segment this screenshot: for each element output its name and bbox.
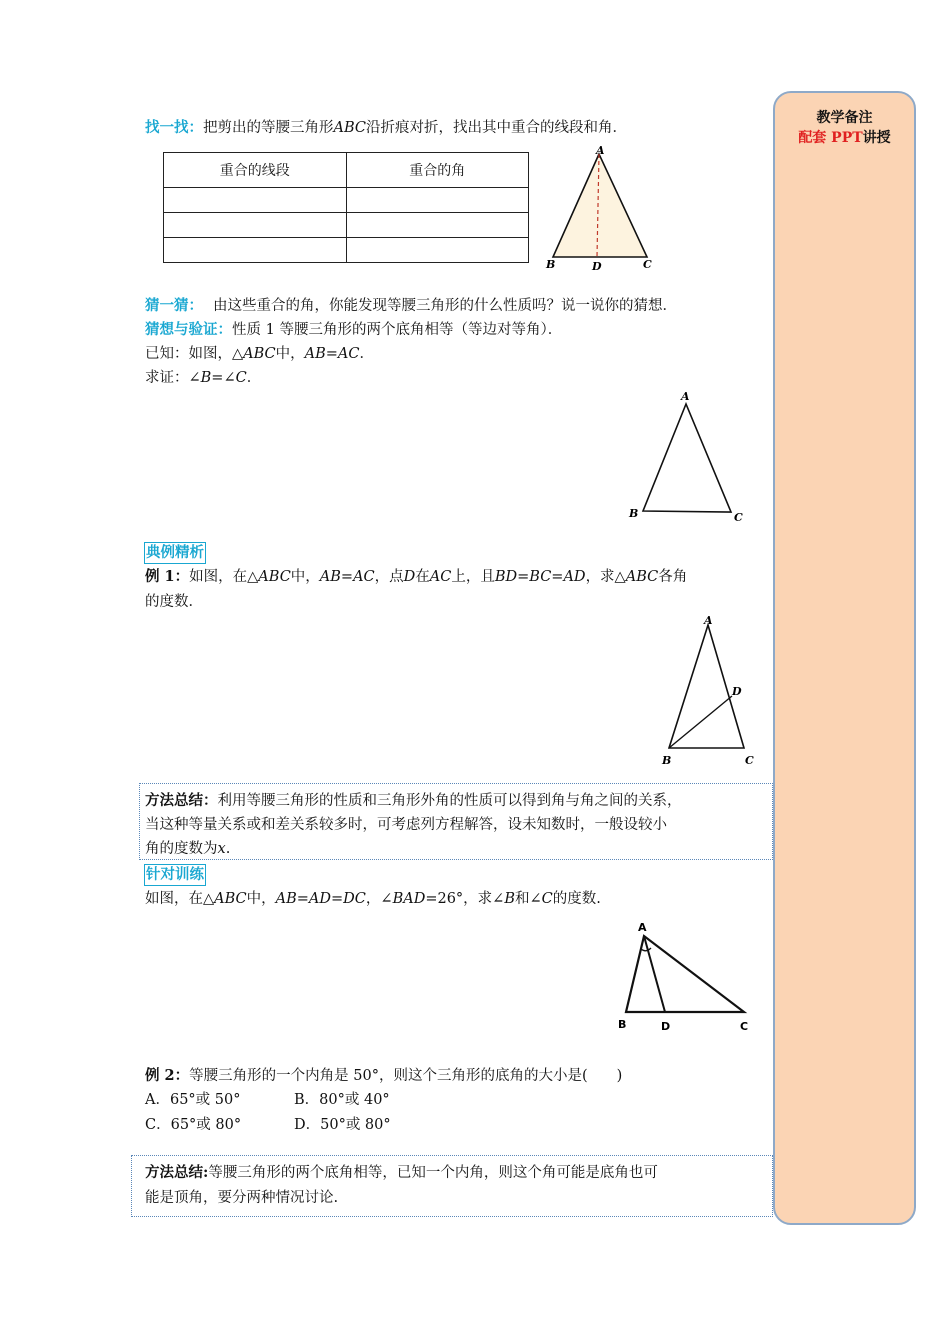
figure-practice [612, 914, 762, 1036]
label-d: D [732, 685, 742, 698]
section-heading-examples: 典例精析 [144, 542, 206, 564]
example2-line: 例 2：等腰三角形的一个内角是 50°，则这个三角形的底角的大小是( ) [145, 1067, 623, 1084]
method1-line2: 当这种等量关系或和差关系较多时，可考虑列方程解答，设未知数时，一般设较小 [145, 817, 667, 833]
option-b: B．80°或 40° [294, 1092, 390, 1108]
label-a: A [638, 921, 647, 934]
label-b: B [662, 754, 672, 767]
label-c: C [740, 1020, 749, 1033]
label-d: D [592, 260, 602, 273]
verify-label: 猜想与验证： [145, 321, 232, 338]
table-cell [346, 238, 529, 263]
option-c: C．65°或 80° [145, 1117, 242, 1133]
method1-line3: 角的度数为x. [145, 841, 231, 857]
example2-label: 例 2： [145, 1067, 190, 1084]
example1-label: 例 1： [145, 568, 190, 585]
known-line: 已知：如图，△ABC中，AB=AC． [145, 346, 374, 362]
teaching-notes-sidebar [773, 91, 916, 1225]
table-row [164, 213, 529, 238]
label-b: B [629, 507, 639, 520]
guess-paragraph: 猜一猜： 由这些重合的角，你能发现等腰三角形的什么性质吗？说一说你的猜想． [145, 297, 677, 314]
table-header: 重合的线段 [164, 153, 347, 188]
table-header-row [164, 153, 529, 188]
label-a: A [704, 614, 713, 627]
label-b: B [546, 258, 556, 271]
triangle-abc [553, 154, 647, 257]
option-a: A．65°或 50° [145, 1092, 241, 1108]
table-cell [346, 188, 529, 213]
label-c: C [734, 511, 743, 524]
method1-label: 方法总结： [145, 792, 218, 809]
method1-line1: 方法总结：利用等腰三角形的性质和三角形外角的性质可以得到角与角之间的关系， [145, 792, 682, 809]
label-c: C [643, 258, 652, 271]
label-b: B [618, 1018, 627, 1031]
method2-label: 方法总结: [145, 1164, 209, 1181]
example1-line2: 的度数． [145, 594, 203, 610]
figure-folded-triangle [540, 144, 660, 274]
table-cell [164, 188, 347, 213]
table-header: 重合的角 [346, 153, 529, 188]
label-d: D [661, 1020, 671, 1033]
option-d: D．50°或 80° [294, 1117, 391, 1133]
sidebar-subtitle: 配套 PPT讲授 [798, 130, 891, 146]
figure-example1 [656, 610, 766, 770]
guess-label: 猜一猜： [145, 297, 203, 314]
method2-line2: 能是顶角，要分两种情况讨论. [145, 1190, 339, 1206]
figure-triangle-abc [624, 386, 754, 526]
section-heading-practice: 针对训练 [144, 864, 206, 886]
table-cell [346, 213, 529, 238]
label-c: C [745, 754, 754, 767]
angle-bad-mark [641, 948, 651, 951]
example1-line1: 例 1：如图，在△ABC中，AB=AC，点D在AC上，且BD=BC=AD，求△ABC各角 [145, 568, 688, 585]
fold-table [163, 152, 529, 263]
table-row [164, 188, 529, 213]
find-paragraph: 找一找：把剪出的等腰三角形ABC沿折痕对折，找出其中重合的线段和角． [145, 119, 627, 136]
segment-bd [669, 696, 732, 748]
triangle-abc [643, 404, 731, 512]
prove-line: 求证：∠B=∠C． [145, 370, 262, 386]
verify-paragraph: 猜想与验证：性质 1 等腰三角形的两个底角相等（等边对等角）． [145, 321, 563, 338]
table-row [164, 238, 529, 263]
sidebar-title: 教学备注 [816, 110, 873, 126]
label-a: A [596, 144, 605, 157]
label-a: A [681, 390, 690, 403]
table-cell [164, 238, 347, 263]
find-label: 找一找： [145, 119, 203, 136]
practice-line: 如图，在△ABC中，AB=AD=DC，∠BAD=26°，求∠B和∠C的度数. [145, 891, 601, 907]
table-cell [164, 213, 347, 238]
method2-line1: 方法总结:等腰三角形的两个底角相等，已知一个内角，则这个角可能是底角也可 [145, 1164, 658, 1181]
triangle-abc [626, 936, 744, 1012]
segment-ad [644, 936, 665, 1012]
